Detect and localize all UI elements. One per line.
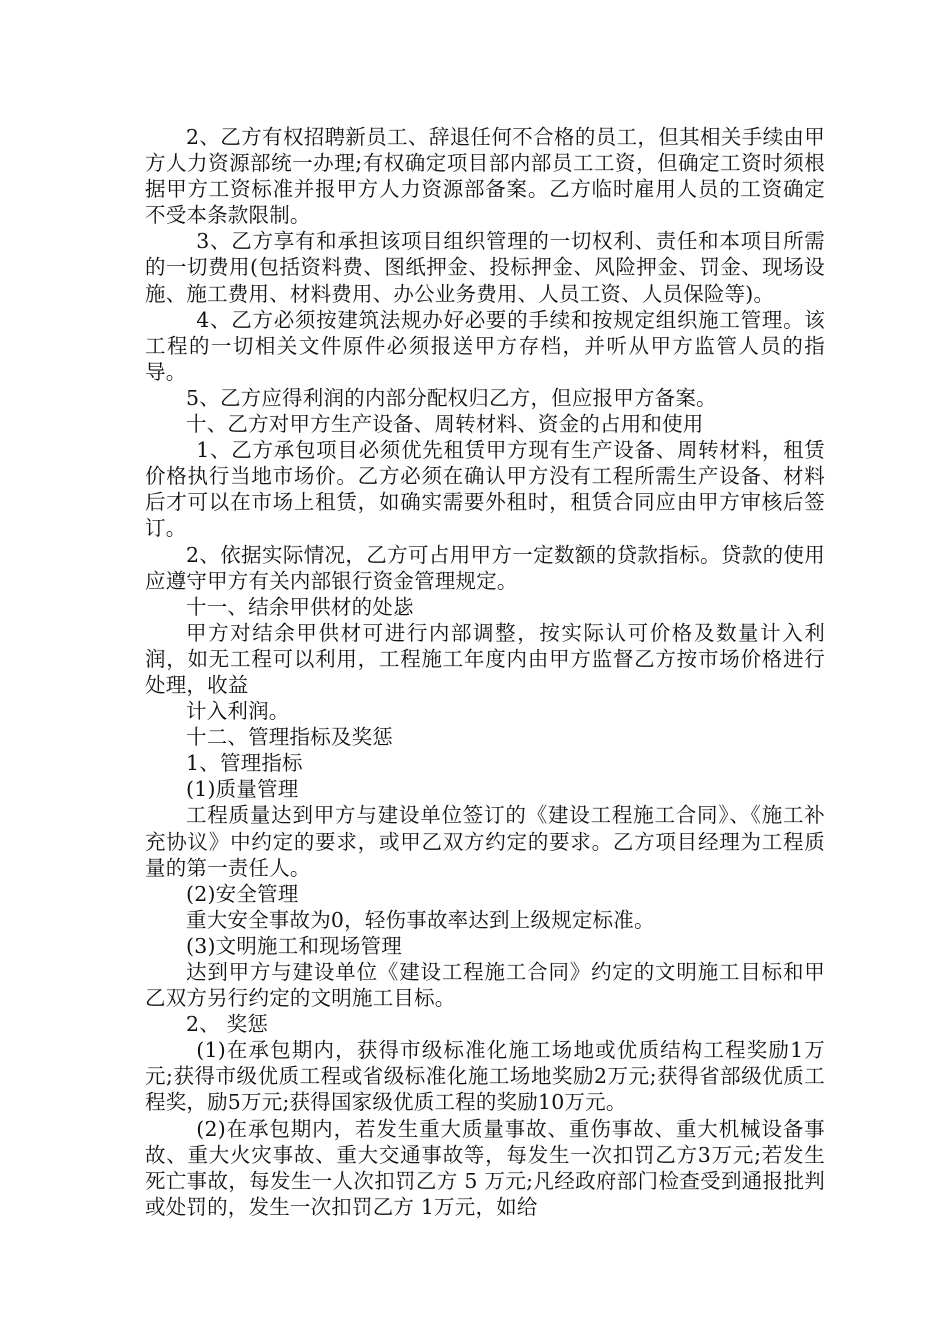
paragraph-rewards: (1)在承包期内，获得市级标准化施工场地或优质结构工程奖励1万元;获得市级优质工程或省级标准化施工场地奖励2万元;获得省部级优质工程奖，励5万元;获得国家级优质工程的奖励10万元。 [145,1038,825,1115]
paragraph-penalties: (2)在承包期内，若发生重大质量事故、重伤事故、重大机械设备事故、重大火灾事故、重大交通事故等，每发生一次扣罚乙方3万元;若发生死亡事故，每发生一人次扣罚乙方 5 万元;凡经政府部门检查受到通报批判或处罚的，发生一次扣罚乙方 1万元，如给 [145,1116,825,1219]
paragraph-safety-requirements: 重大安全事故为0，轻伤事故率达到上级规定标准。 [186,907,655,932]
subheading-management-indicators: 1、管理指标 [186,751,303,776]
paragraph-quality-requirements: 工程质量达到甲方与建设单位签订的《建设工程施工合同》、《施工补充协议》中约定的要求，或甲乙双方约定的要求。乙方项目经理为工程质量的第一责任人。 [145,803,825,880]
subheading-quality-management: (1)质量管理 [186,777,299,802]
paragraph-profit-distribution: 5、乙方应得利润的内部分配权归乙方，但应报甲方备案。 [186,385,717,410]
subheading-civilized-construction: (3)文明施工和现场管理 [186,933,402,958]
document-body [145,124,825,1220]
paragraph-equipment-leasing: 1、乙方承包项目必须优先租赁甲方现有生产设备、周转材料，租赁价格执行当地市场价。乙方必须在确认甲方没有工程所需生产设备、材料后才可以在市场上租赁，如确实需要外租时，租赁合同应由甲方审核后签订。 [145,438,825,541]
paragraph-staff-rights: 2、乙方有权招聘新员工、辞退任何不合格的员工，但其相关手续由甲方人力资源部统一办理;有权确定项目部内部员工工资，但确定工资时须根据甲方工资标准并报甲方人力资源部备案。乙方临时雇用人员的工资确定不受本条款限制。 [145,125,825,228]
paragraph-legal-procedures: 4、乙方必须按建筑法规办好必要的手续和按规定组织施工管理。该工程的一切相关文件原件必须报送甲方存档，并听从甲方监管人员的指导。 [145,307,825,384]
section-heading-10: 十、乙方对甲方生产设备、周转材料、资金的占用和使用 [186,412,704,437]
section-heading-11: 十一、结余甲供材的处毖 [186,594,414,619]
subheading-safety-management: (2)安全管理 [186,881,299,906]
section-heading-12: 十二、管理指标及奖惩 [186,725,393,750]
paragraph-management-rights: 3、乙方享有和承担该项目组织管理的一切权利、责任和本项目所需的一切费用(包括资料费、图纸押金、投标押金、风险押金、罚金、现场设施、施工费用、材料费用、办公业务费用、人员工资、人员保险等)。 [145,229,825,306]
paragraph-civilized-requirements: 达到甲方与建设单位《建设工程施工合同》约定的文明施工目标和甲乙双方另行约定的文明施工目标。 [145,960,825,1011]
subheading-rewards-penalties: 2、 奖惩 [186,1012,269,1037]
paragraph-surplus-materials: 甲方对结余甲供材可进行内部调整，按实际认可价格及数量计入利润，如无工程可以利用，工程施工年度内由甲方监督乙方按市场价格进行处理，收益 [145,620,825,697]
paragraph-loan-quota: 2、依据实际情况，乙方可占用甲方一定数额的贷款指标。贷款的使用应遵守甲方有关内部银行资金管理规定。 [145,542,825,593]
paragraph-profit-line: 计入利润。 [186,699,290,724]
